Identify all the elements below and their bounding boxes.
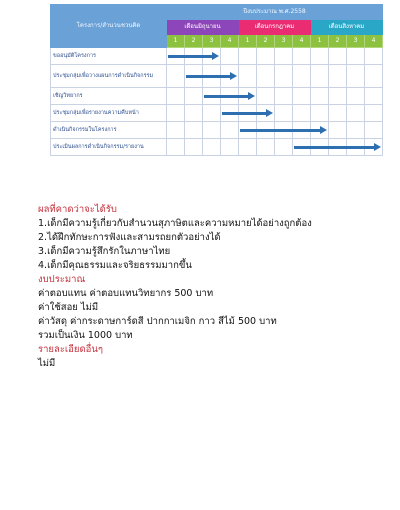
week-cell <box>239 48 257 65</box>
week-cell <box>311 48 329 65</box>
activity-row <box>51 65 383 88</box>
week-cell <box>293 65 311 88</box>
week-cell <box>203 139 221 156</box>
budget-heading: งบประมาณ <box>38 274 86 285</box>
week-cell <box>365 122 383 139</box>
month-header-july: เดือนกรกฎาคม <box>239 20 311 35</box>
week-cell <box>167 122 185 139</box>
week-cell <box>329 105 347 122</box>
week-cell <box>311 65 329 88</box>
week-label: 2 <box>257 35 275 48</box>
other-details-text: ไม่มี <box>38 358 56 369</box>
activity-label: ประชุมกลุ่มเพื่อรายงานความคืบหน้า <box>51 105 167 122</box>
expected-results-heading: ผลที่คาดว่าจะได้รับ <box>38 204 117 215</box>
week-cell <box>257 65 275 88</box>
week-cell <box>365 65 383 88</box>
week-label: 4 <box>293 35 311 48</box>
month-header-june: เดือนมิถุนายน <box>167 20 239 35</box>
week-label: 1 <box>239 35 257 48</box>
week-label: 1 <box>167 35 185 48</box>
expected-result-item: 2.ได้ฝึกทักษะการฟังและสามรถยกตัวอย่างได้ <box>38 232 221 243</box>
week-cell <box>329 65 347 88</box>
week-label: 4 <box>221 35 239 48</box>
week-cell <box>185 88 203 105</box>
week-cell <box>167 65 185 88</box>
week-label: 2 <box>185 35 203 48</box>
project-details <box>38 203 388 371</box>
week-cell <box>185 139 203 156</box>
activity-label: ดำเนินกิจกรรมในโครงการ <box>51 122 167 139</box>
week-label: 3 <box>275 35 293 48</box>
timeline-arrow <box>240 129 321 132</box>
week-cell <box>203 122 221 139</box>
activity-label: ประชุมกลุ่มเพื่อวางแผนการดำเนินกิจกรรม <box>51 65 167 88</box>
week-cell <box>257 139 275 156</box>
week-cell <box>167 88 185 105</box>
activity-row <box>51 139 383 156</box>
timeline-arrow <box>168 55 213 58</box>
week-cell <box>275 139 293 156</box>
budget-line: ค่าตอบแทน ค่าตอบแทนวิทยากร 500 บาท <box>38 288 214 299</box>
week-cell <box>185 65 203 88</box>
week-cell <box>257 88 275 105</box>
week-cell <box>203 88 221 105</box>
week-cell <box>365 48 383 65</box>
week-cell <box>293 139 311 156</box>
week-cell <box>221 105 239 122</box>
week-cell <box>221 48 239 65</box>
other-details-heading: รายละเอียดอื่นๆ <box>38 344 103 355</box>
week-cell <box>293 48 311 65</box>
activity-label: ขออนุมัติโครงการ <box>51 48 167 65</box>
week-cell <box>311 88 329 105</box>
fiscal-year-header: ปีงบประมาณ พ.ศ.2558 <box>167 5 383 20</box>
week-cell <box>167 139 185 156</box>
week-cell <box>203 105 221 122</box>
week-cell <box>221 139 239 156</box>
week-cell <box>365 88 383 105</box>
week-cell <box>239 139 257 156</box>
activity-row <box>51 105 383 122</box>
timeline-arrow <box>186 75 231 78</box>
activity-label: ประเมินผลการดำเนินกิจกรรม/รายงาน <box>51 139 167 156</box>
week-cell <box>275 105 293 122</box>
week-cell <box>329 88 347 105</box>
activity-column-header: โครงการ/สำนวนชวนคิด <box>51 5 167 48</box>
week-cell <box>347 48 365 65</box>
week-cell <box>347 122 365 139</box>
week-cell <box>347 65 365 88</box>
week-label: 2 <box>329 35 347 48</box>
week-cell <box>293 105 311 122</box>
activity-row <box>51 48 383 65</box>
week-cell <box>167 48 185 65</box>
activity-schedule-table <box>50 4 383 156</box>
week-cell <box>239 122 257 139</box>
week-cell <box>293 88 311 105</box>
week-cell <box>239 65 257 88</box>
timeline-arrow <box>294 146 375 149</box>
week-cell <box>329 122 347 139</box>
week-cell <box>185 105 203 122</box>
month-header-august: เดือนสิงหาคม <box>311 20 383 35</box>
timeline-arrow <box>204 95 249 98</box>
week-cell <box>275 65 293 88</box>
week-cell <box>257 48 275 65</box>
timeline-arrow <box>222 112 267 115</box>
expected-result-item: 1.เด็กมีความรู้เกี่ยวกับสำนวนสุภาษิตและความหมายได้อย่างถูกต้อง <box>38 218 312 229</box>
week-label: 1 <box>311 35 329 48</box>
activity-row <box>51 122 383 139</box>
week-cell <box>347 105 365 122</box>
expected-result-item: 4.เด็กมีคุณธรรมและจริยธรรมมากขึ้น <box>38 260 192 271</box>
week-cell <box>167 105 185 122</box>
week-cell <box>275 88 293 105</box>
week-cell <box>275 48 293 65</box>
week-cell <box>347 88 365 105</box>
week-cell <box>221 122 239 139</box>
week-cell <box>329 48 347 65</box>
week-label: 3 <box>203 35 221 48</box>
week-cell <box>185 122 203 139</box>
week-cell <box>365 105 383 122</box>
week-label: 4 <box>365 35 383 48</box>
week-label: 3 <box>347 35 365 48</box>
activity-label: เชิญวิทยากร <box>51 88 167 105</box>
budget-line: ค่าวัสดุ ค่ากระดาษการ์ดสี ปากกาเมจิก กาว สีไม้ 500 บาท <box>38 316 277 327</box>
expected-result-item: 3.เด็กมีความรู้สึกรักในภาษาไทย <box>38 246 171 257</box>
week-cell <box>311 105 329 122</box>
budget-total: รวมเป็นเงิน 1000 บาท <box>38 330 133 341</box>
activity-row <box>51 88 383 105</box>
budget-line: ค่าใช้สอย ไม่มี <box>38 302 99 313</box>
